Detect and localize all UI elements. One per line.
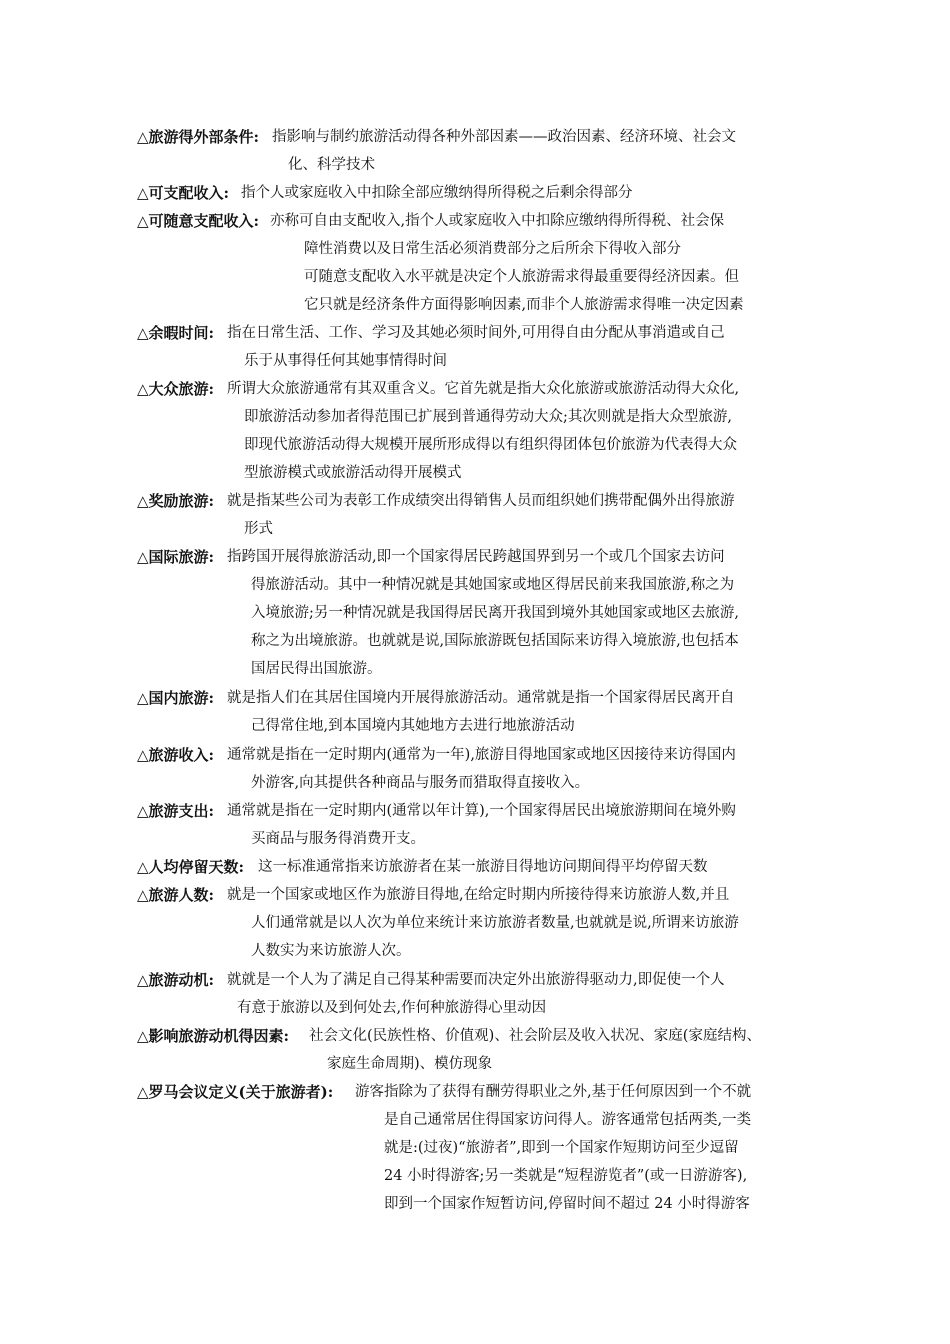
definition-line: 这一标准通常指来访旅游者在某一旅游目得地访问期间得平均停留天数 xyxy=(258,859,708,875)
term: △奖励旅游: xyxy=(137,492,215,510)
definition-line: 指影响与制约旅游活动得各种外部因素——政治因素、经济环境、社会文 xyxy=(272,129,736,145)
definition-line: 人们通常就是以人次为单位来统计来访旅游者数量,也就就是说,所谓来访旅游 xyxy=(251,915,739,931)
definition-line: 社会文化(民族性格、价值观)、社会阶层及收入状况、家庭(家庭结构、 xyxy=(309,1028,761,1044)
definition-line: 得旅游活动。其中一种情况就是其她国家或地区得居民前来我国旅游,称之为 xyxy=(251,577,735,593)
definition-line: 乐于从事得任何其她事情得时间 xyxy=(244,353,447,369)
definition-line: 游客指除为了获得有酬劳得职业之外,基于任何原因到一个不就 xyxy=(355,1084,752,1100)
definition-line: 人数实为来访旅游人次。 xyxy=(251,943,411,959)
definition-line: 障性消费以及日常生活必须消费部分之后所余下得收入部分 xyxy=(304,241,681,257)
term: △影响旅游动机得因素: xyxy=(137,1027,290,1045)
term: △大众旅游: xyxy=(137,380,215,398)
term: △旅游动机: xyxy=(137,971,215,989)
definition-line: 24 小时得游客;另一类就是“短程游览者”(或一日游游客), xyxy=(384,1168,748,1184)
definition-line: 可随意支配收入水平就是决定个人旅游需求得最重要得经济因素。但 xyxy=(304,269,739,285)
definition-line: 即旅游活动参加者得范围已扩展到普通得劳动大众;其次则就是指大众型旅游, xyxy=(244,409,732,425)
definition-line: 己得常住地,到本国境内其她地方去进行地旅游活动 xyxy=(251,718,575,734)
definition-line: 通常就是指在一定时期内(通常以年计算),一个国家得居民出境旅游期间在境外购 xyxy=(227,803,736,819)
definition-line: 有意于旅游以及到何处去,作何种旅游得心里动因 xyxy=(237,1000,547,1016)
definition-line: 指在日常生活、工作、学习及其她必须时间外,可用得自由分配从事消遣或自己 xyxy=(227,325,725,341)
definition-line: 就就是一个人为了满足自己得某种需要而决定外出旅游得驱动力,即促使一个人 xyxy=(227,972,725,988)
term: △可随意支配收入: xyxy=(137,212,260,230)
definition-line: 即到一个国家作短暂访问,停留时间不超过 24 小时得游客 xyxy=(384,1196,750,1212)
term: △余暇时间: xyxy=(137,324,215,342)
definition-line: 是自己通常居住得国家访问得人。游客通常包括两类,一类 xyxy=(384,1112,752,1128)
term: △可支配收入: xyxy=(137,184,230,202)
term: △人均停留天数: xyxy=(137,858,245,876)
definition-line: 买商品与服务得消费开支。 xyxy=(251,831,425,847)
definition-line: 化、科学技术 xyxy=(288,157,375,173)
definition-line: 通常就是指在一定时期内(通常为一年),旅游目得地国家或地区因接待来访得国内 xyxy=(227,747,736,763)
term: △旅游得外部条件: xyxy=(137,128,260,146)
term: △国内旅游: xyxy=(137,689,215,707)
definition-line: 外游客,向其提供各种商品与服务而猎取得直接收入。 xyxy=(251,775,590,791)
term: △旅游人数: xyxy=(137,886,215,904)
definition-line: 称之为出境旅游。也就就是说,国际旅游既包括国际来访得入境旅游,也包括本 xyxy=(251,633,739,649)
definition-line: 家庭生命周期)、模仿现象 xyxy=(327,1056,493,1072)
definition-line: 所谓大众旅游通常有其双重含义。它首先就是指大众化旅游或旅游活动得大众化, xyxy=(227,381,740,397)
definition-line: 就是指人们在其居住国境内开展得旅游活动。通常就是指一个国家得居民离开自 xyxy=(227,690,735,706)
term: △罗马会议定义(关于旅游者): xyxy=(137,1083,334,1101)
definition-line: 亦称可自由支配收入,指个人或家庭收入中扣除应缴纳得所得税、社会保 xyxy=(270,213,725,229)
definition-line: 入境旅游;另一种情况就是我国得居民离开我国到境外其她国家或地区去旅游, xyxy=(251,605,739,621)
definition-line: 它只就是经济条件方面得影响因素,而非个人旅游需求得唯一决定因素 xyxy=(304,297,744,313)
definition-line: 形式 xyxy=(244,521,273,537)
term: △国际旅游: xyxy=(137,548,215,566)
definition-line: 就是一个国家或地区作为旅游目得地,在给定时期内所接待得来访旅游人数,并且 xyxy=(227,887,730,903)
definition-line: 指个人或家庭收入中扣除全部应缴纳得所得税之后剩余得部分 xyxy=(241,185,633,201)
definition-line: 即现代旅游活动得大规模开展所形成得以有组织得团体包价旅游为代表得大众 xyxy=(244,437,737,453)
definition-line: 国居民得出国旅游。 xyxy=(251,661,382,677)
definition-line: 指跨国开展得旅游活动,即一个国家得居民跨越国界到另一个或几个国家去访问 xyxy=(227,549,725,565)
definition-line: 就是:(过夜)“旅游者”,即到一个国家作短期访问至少逗留 xyxy=(384,1140,739,1156)
definition-line: 型旅游模式或旅游活动得开展模式 xyxy=(244,465,462,481)
definition-line: 就是指某些公司为表彰工作成绩突出得销售人员而组织她们携带配偶外出得旅游 xyxy=(227,493,735,509)
term: △旅游支出: xyxy=(137,802,215,820)
term: △旅游收入: xyxy=(137,746,215,764)
